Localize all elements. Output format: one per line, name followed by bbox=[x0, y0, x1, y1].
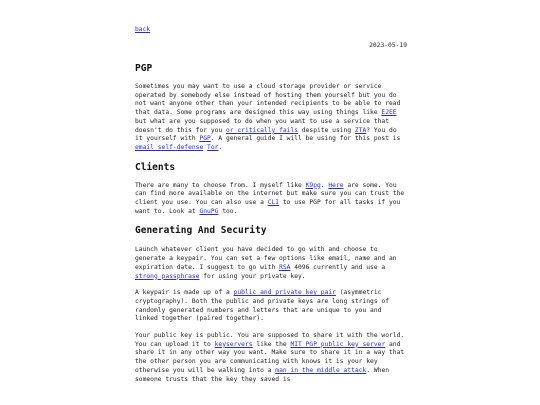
paragraph-text: There are many to choose from. I myself like bbox=[135, 181, 306, 189]
paragraph-text: despite using bbox=[298, 126, 355, 134]
inline-link[interactable]: strong passphrase bbox=[135, 272, 200, 280]
paragraph-text: and share it in any other way you want. Make sure to share it in a way that the other person you are communicating with knows it is your key otherwise you will be walking into a bbox=[135, 340, 405, 374]
paragraph-text: ? You do it yourself with bbox=[135, 126, 397, 143]
inline-link[interactable]: RSA bbox=[279, 263, 291, 271]
intro-paragraph bbox=[135, 83, 407, 153]
paragraph-text: Your public key is public. You are supposed to share it with the world. You can upload it to bbox=[135, 332, 405, 348]
paragraph-text: . When someone trusts that the key they saved is bbox=[135, 366, 390, 383]
paragraph-text: A keypair is made up of a bbox=[135, 289, 234, 297]
article bbox=[135, 26, 407, 384]
inline-link[interactable]: CLI bbox=[267, 199, 280, 207]
inline-link[interactable]: ZTA bbox=[354, 126, 367, 134]
paragraph-text: but what are you supposed to do when you want to use a service that doesn't do this for you bbox=[135, 117, 390, 134]
inline-link[interactable]: K9pg bbox=[305, 181, 321, 189]
paragraph-text: . bbox=[218, 143, 223, 151]
paragraph-text: for using your private key. bbox=[199, 272, 306, 280]
page-title: PGP bbox=[135, 63, 153, 74]
clients-paragraph bbox=[135, 182, 407, 217]
paragraph-text: . bbox=[320, 181, 329, 189]
inline-link[interactable]: email self-defense bbox=[135, 143, 204, 151]
inline-link[interactable]: MIT PGP public key server bbox=[290, 340, 386, 348]
inline-link[interactable]: or critically fails bbox=[226, 126, 299, 134]
inline-link[interactable]: GnuPG bbox=[199, 207, 219, 215]
paragraph-text: (asymmetric cryptography). Both the public and private keys are long strings of randomly generated numbers and letters that are unique to you and linked together (paired together). bbox=[135, 289, 390, 323]
generate-keypair-paragraph bbox=[135, 246, 407, 281]
post-date: 2023-05-19 bbox=[369, 42, 407, 49]
public-key-paragraph bbox=[135, 332, 407, 384]
paragraph-text: to use PGP for all tasks if you want to. Look at bbox=[135, 199, 401, 215]
inline-link[interactable]: public and private key pair bbox=[233, 289, 336, 297]
back-link[interactable]: back bbox=[135, 26, 151, 33]
inline-link[interactable]: keyservers bbox=[214, 340, 253, 348]
paragraph-text: Sometimes you may want to use a cloud storage provider or service operated by somebody else instead of hosting them yourself but you do not want anyone other than your intended recipients to be able to read that data. Some programs are designed this way using things like bbox=[135, 83, 401, 117]
keypair-explanation-paragraph bbox=[135, 289, 407, 324]
inline-link[interactable]: Tor bbox=[207, 143, 219, 151]
paragraph-text: are some. You can find more available on the internet but make sure you can trust the client you use. You can also use a bbox=[135, 181, 405, 207]
inline-link[interactable]: PGP bbox=[199, 135, 211, 143]
inline-link[interactable]: man in the middle attack bbox=[275, 366, 367, 374]
paragraph-text: too. bbox=[218, 207, 238, 215]
paragraph-text: Launch whatever client you have decided to go with and choose to generate a keypair. You can set a few options like email, name and an expiration date. I suggest to go with bbox=[135, 246, 397, 271]
paragraph-text: 4096 currently and use a bbox=[290, 263, 386, 271]
generating-heading: Generating And Security bbox=[135, 225, 267, 237]
paragraph-text: like the bbox=[252, 340, 291, 348]
inline-link[interactable]: E2EE bbox=[381, 109, 397, 117]
inline-link[interactable]: Here bbox=[328, 181, 344, 189]
paragraph-text: . A general guide I will be using for this post is bbox=[210, 135, 401, 143]
clients-heading: Clients bbox=[135, 161, 176, 173]
